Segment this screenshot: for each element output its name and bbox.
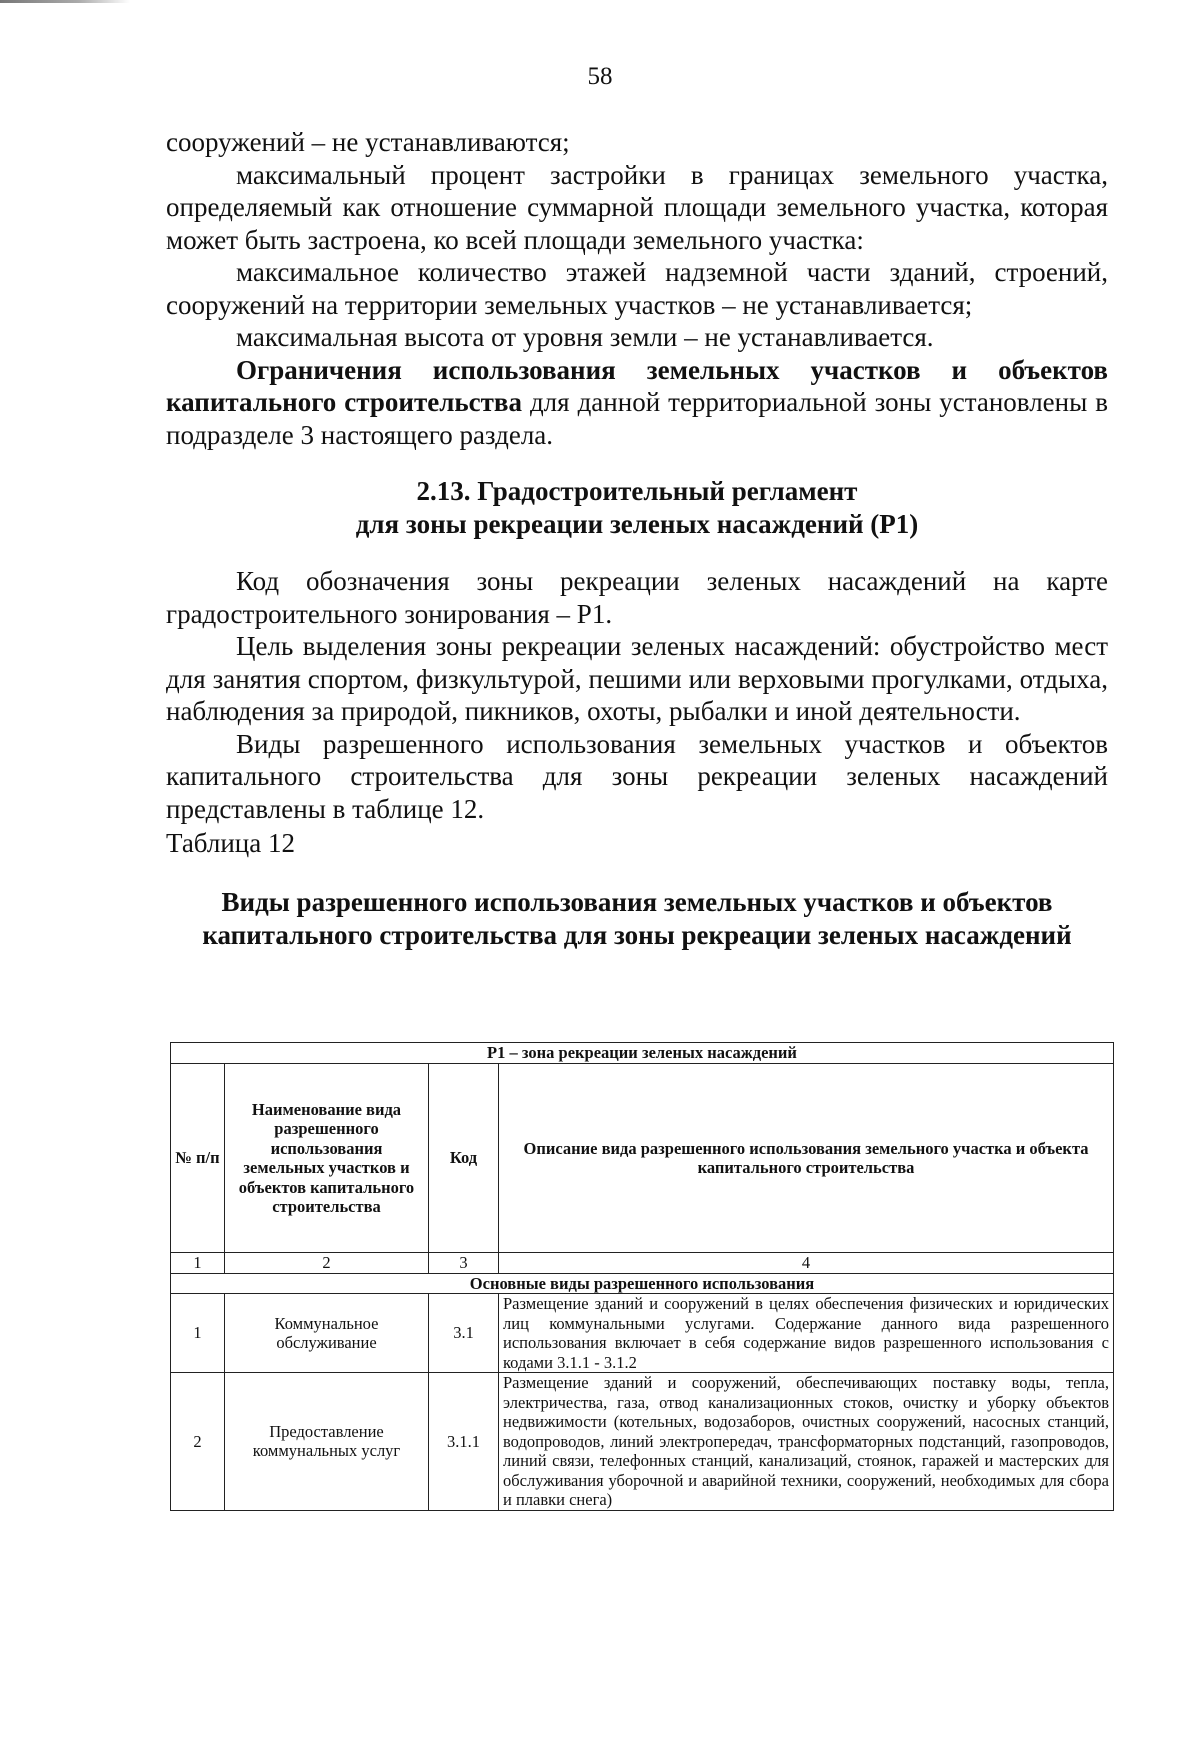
paragraph: максимальное количество этажей надземной части зданий, строений, сооружений на территории земельных участков – не устанавливается; xyxy=(166,257,1108,320)
bold-lead: Ограничения использования земельных участков и объектов капитального строительства xyxy=(166,354,1108,417)
permitted-use-table xyxy=(170,1042,1114,1511)
group-header-main: Основные виды разрешенного использования xyxy=(171,1273,1114,1294)
table-title xyxy=(166,886,1108,952)
restrictions-paragraph xyxy=(166,354,1108,452)
table-row xyxy=(171,1373,1114,1511)
col-header-description: Описание вида разрешенного использования земельного участка и объекта капитального строительства xyxy=(499,1064,1114,1253)
table-title-line: капитального строительства для зоны рекреации зеленых насаждений xyxy=(202,919,1072,950)
table-label: Таблица 12 xyxy=(166,828,295,858)
table-row xyxy=(171,1294,1114,1373)
row-num: 1 xyxy=(171,1294,225,1373)
row-num: 2 xyxy=(171,1373,225,1511)
col-header-name: Наименование вида разрешенного использования земельных участков и объектов капитального строительства xyxy=(225,1064,429,1253)
row-name: Коммунальное обслуживание xyxy=(225,1294,429,1373)
section-heading-line: для зоны рекреации зеленых насаждений (Р1) xyxy=(355,509,919,539)
scan-edge-artifact xyxy=(0,0,130,3)
row-description: Размещение зданий и сооружений, обеспечивающих поставку воды, тепла, электричества, газа, отвод канализационных стоков, очистку и уборку объектов недвижимости (котельных, водозаборов, очистных сооружений, насосных станций, водопроводов, линий электропередач, трансформаторных подстанций, газопроводов, линий связи, телефонных станций, канализаций, стоянок, гаражей и мастерских для обслуживания уборочной и аварийной техники, сооружений, необходимых для сбора и плавки снега) xyxy=(499,1373,1114,1511)
paragraph: Цель выделения зоны рекреации зеленых насаждений: обустройство мест для занятия спортом, физкультурой, пешими или верховыми прогулками, отдыха, наблюдения за природой, пикников, охоты, рыбалки и иной деятельности. xyxy=(166,631,1108,726)
paragraph: максимальный процент застройки в границах земельного участка, определяемый как отношение суммарной площади земельного участка, которая может быть застроена, ко всей площади земельного участка: xyxy=(166,159,1108,255)
row-code: 3.1.1 xyxy=(429,1373,499,1511)
table-title-line: Виды разрешенного использования земельных участков и объектов xyxy=(221,886,1053,917)
page-number: 58 xyxy=(587,63,613,90)
zone-header: Р1 – зона рекреации зеленых насаждений xyxy=(171,1043,1114,1064)
col-number: 4 xyxy=(499,1253,1114,1274)
row-description: Размещение зданий и сооружений в целях обеспечения физических и юридических лиц коммунальными услугами. Содержание данного вида разрешенного использования включает в себя содержание видов разрешенного использования с кодами 3.1.1 - 3.1.2 xyxy=(499,1294,1114,1373)
section-heading-line: 2.13. Градостроительный регламент xyxy=(416,476,858,506)
paragraph-rest: для данной территориальной зоны установлены в подразделе 3 настоящего раздела. xyxy=(166,387,1108,450)
paragraph: Виды разрешенного использования земельных участков и объектов капитального строительства для зоны рекреации зеленых насаждений представлены в таблице 12. xyxy=(166,728,1108,824)
paragraph: сооружений – не устанавливаются; xyxy=(166,127,570,157)
col-number: 2 xyxy=(225,1253,429,1274)
row-name: Предоставление коммунальных услуг xyxy=(225,1373,429,1511)
section-heading xyxy=(166,475,1108,541)
row-code: 3.1 xyxy=(429,1294,499,1373)
paragraph: Код обозначения зоны рекреации зеленых насаждений на карте градостроительного зонирования – Р1. xyxy=(166,566,1108,629)
document-body xyxy=(166,126,1108,952)
col-number: 3 xyxy=(429,1253,499,1274)
col-header-num: № п/п xyxy=(171,1064,225,1253)
col-number: 1 xyxy=(171,1253,225,1274)
paragraph: максимальная высота от уровня земли – не устанавливается. xyxy=(236,322,934,352)
col-header-code: Код xyxy=(429,1064,499,1253)
